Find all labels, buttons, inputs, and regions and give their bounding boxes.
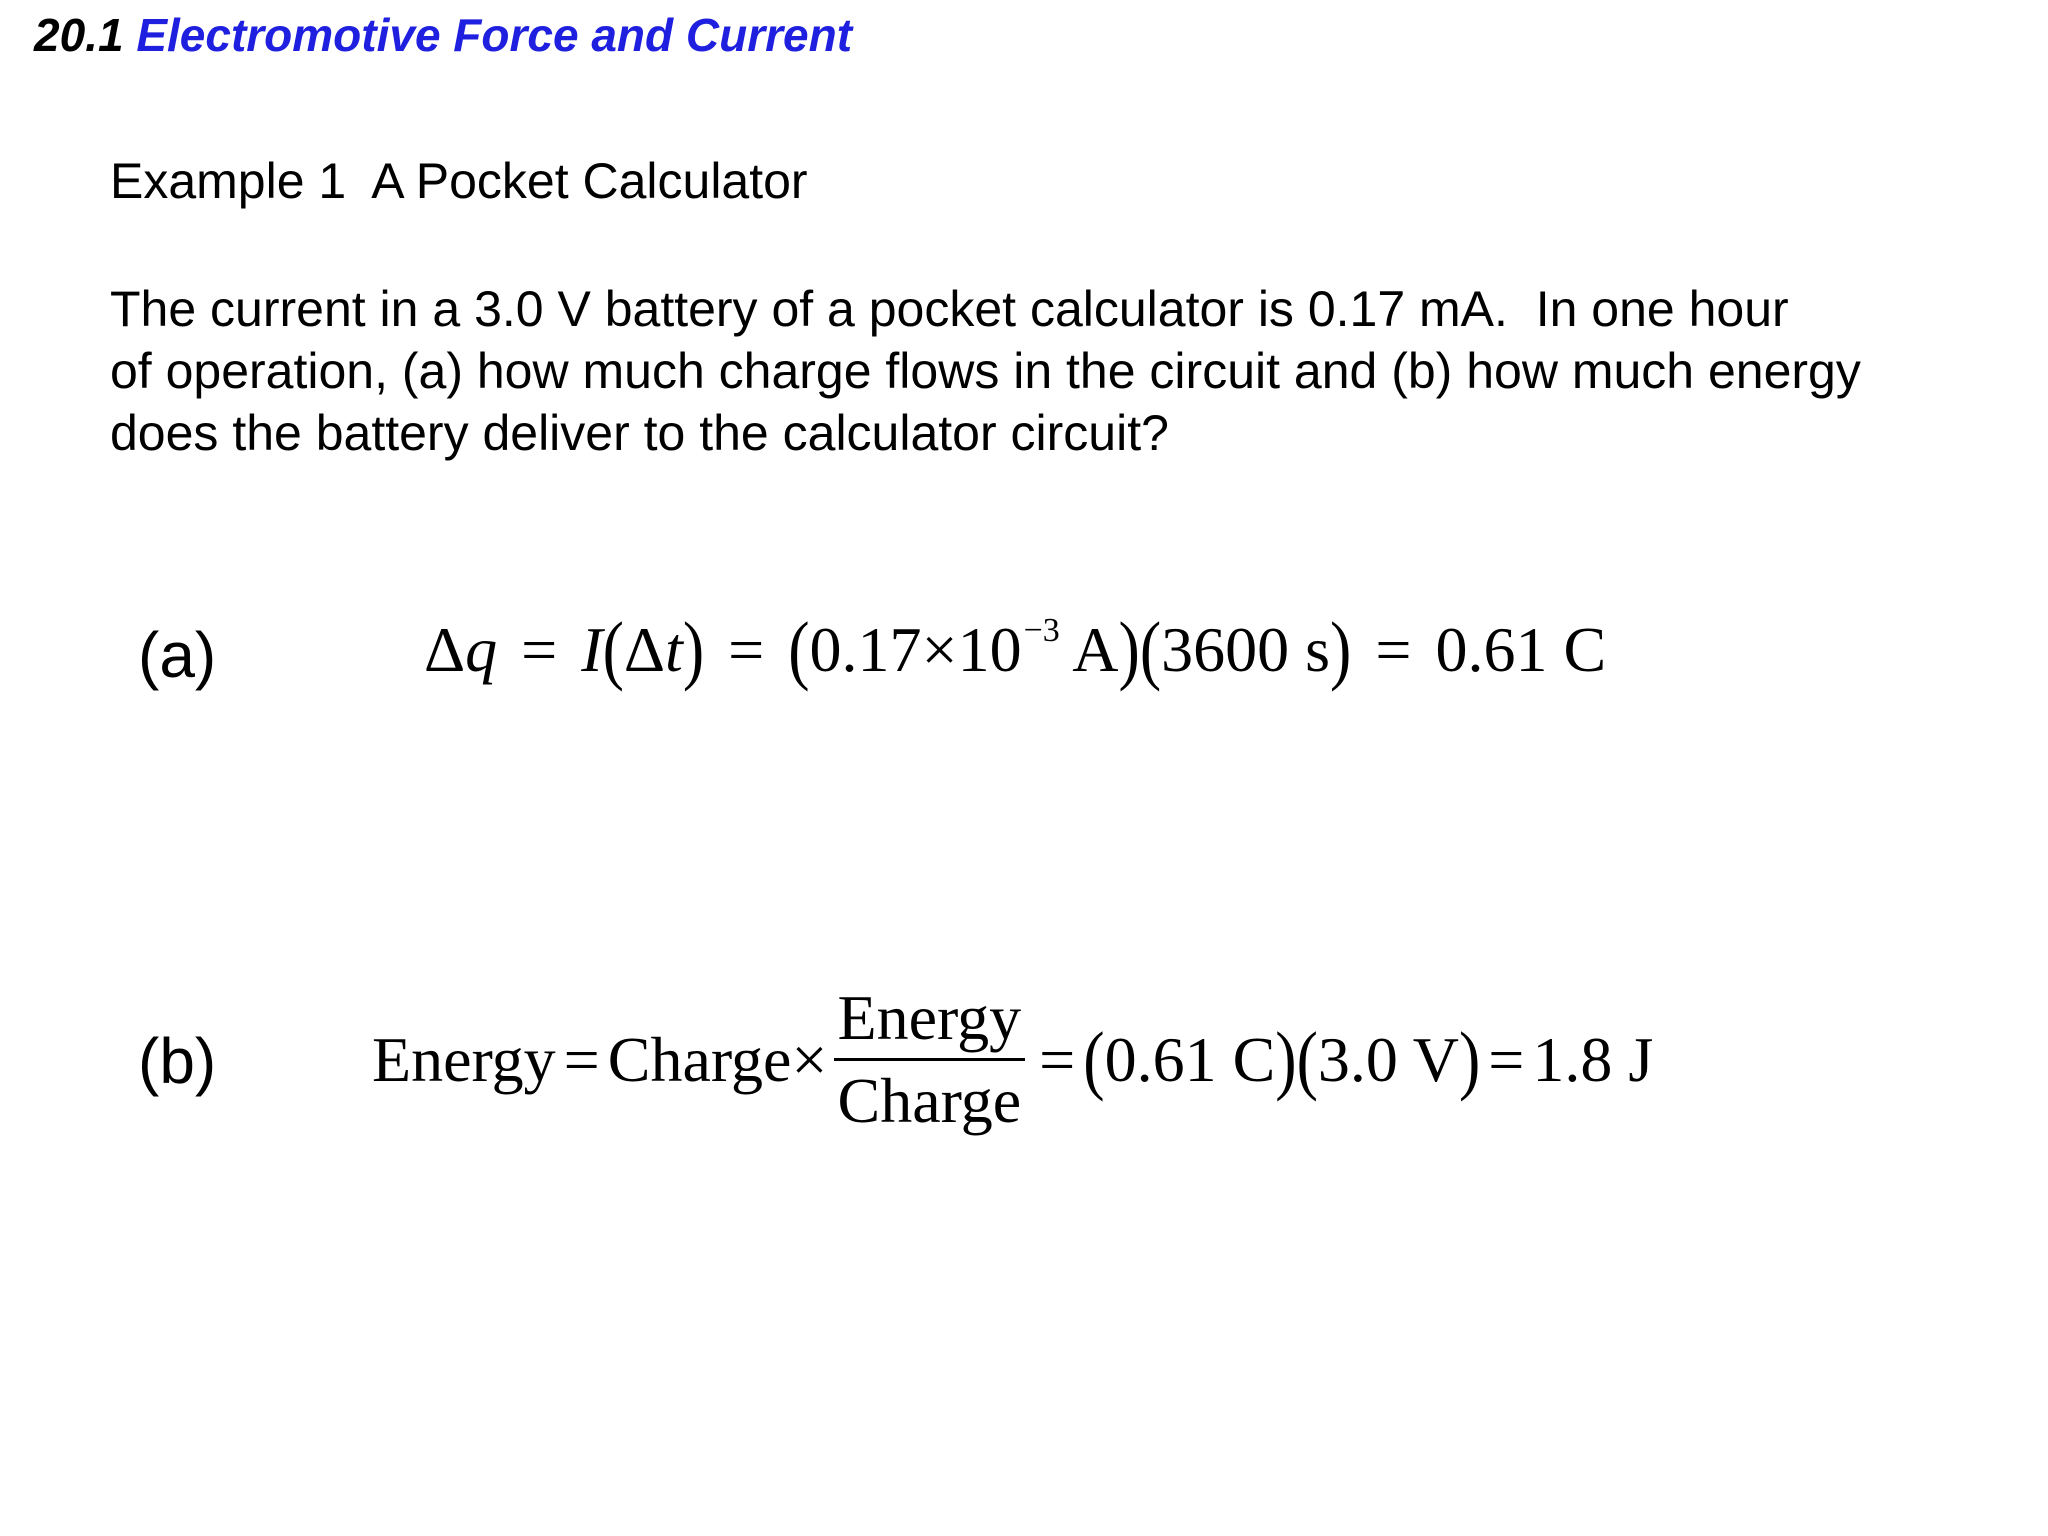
- charge-result: 0.61 C: [1435, 614, 1607, 685]
- open-paren: (: [1083, 1016, 1105, 1102]
- current-unit: A: [1072, 614, 1119, 685]
- part-a-label: (a): [138, 619, 217, 691]
- close-paren: ): [682, 606, 705, 692]
- equals-sign: =: [728, 614, 765, 685]
- voltage-value: 3.0 V: [1317, 1023, 1459, 1095]
- equals-sign: =: [563, 1023, 600, 1095]
- problem-line: does the battery deliver to the calculator circuit?: [110, 405, 1169, 461]
- section-title: Electromotive Force and Current: [136, 9, 853, 61]
- close-paren: ): [1458, 1016, 1481, 1102]
- section-number: 20.1: [34, 9, 124, 61]
- close-paren: ): [1118, 606, 1140, 692]
- problem-statement: [110, 278, 2010, 464]
- fraction-denominator: Charge: [837, 1065, 1022, 1136]
- equation-part-b: [372, 982, 1653, 1137]
- open-paren: (: [602, 606, 624, 692]
- delta-symbol: Δ: [424, 614, 466, 685]
- part-b-label: (b): [138, 1025, 217, 1097]
- time-variable: t: [665, 614, 683, 685]
- open-paren: (: [1139, 606, 1162, 692]
- current-value: 0.17×10: [809, 614, 1022, 685]
- delta-symbol: Δ: [623, 614, 666, 685]
- open-paren: (: [1296, 1016, 1318, 1102]
- open-paren: (: [788, 606, 810, 692]
- example-title: Example 1 A Pocket Calculator: [110, 153, 808, 209]
- charge-value: 0.61 C: [1104, 1023, 1276, 1095]
- close-paren: ): [1330, 606, 1352, 692]
- fraction-numerator: Energy: [834, 982, 1026, 1061]
- equals-sign: =: [1375, 614, 1412, 685]
- energy-per-charge-fraction: [834, 982, 1026, 1137]
- problem-line: of operation, (a) how much charge flows in the circuit and (b) how much energy: [110, 343, 1861, 399]
- equals-sign: =: [1039, 1023, 1076, 1095]
- exponent: −3: [1023, 612, 1060, 649]
- current-symbol: I: [581, 614, 603, 685]
- charge-word: Charge: [607, 1023, 792, 1095]
- times-sign: ×: [791, 1023, 828, 1095]
- equals-sign: =: [521, 614, 558, 685]
- problem-line: The current in a 3.0 V battery of a pocket calculator is 0.17 mA. In one hour: [110, 281, 1789, 337]
- energy-result: 1.8 J: [1532, 1023, 1654, 1095]
- close-paren: ): [1275, 1016, 1297, 1102]
- energy-word: Energy: [372, 1023, 556, 1095]
- equals-sign: =: [1488, 1023, 1525, 1095]
- charge-variable: q: [465, 614, 498, 685]
- equation-part-a: [424, 606, 1607, 692]
- time-value: 3600 s: [1161, 614, 1331, 685]
- slide-header: [34, 8, 852, 62]
